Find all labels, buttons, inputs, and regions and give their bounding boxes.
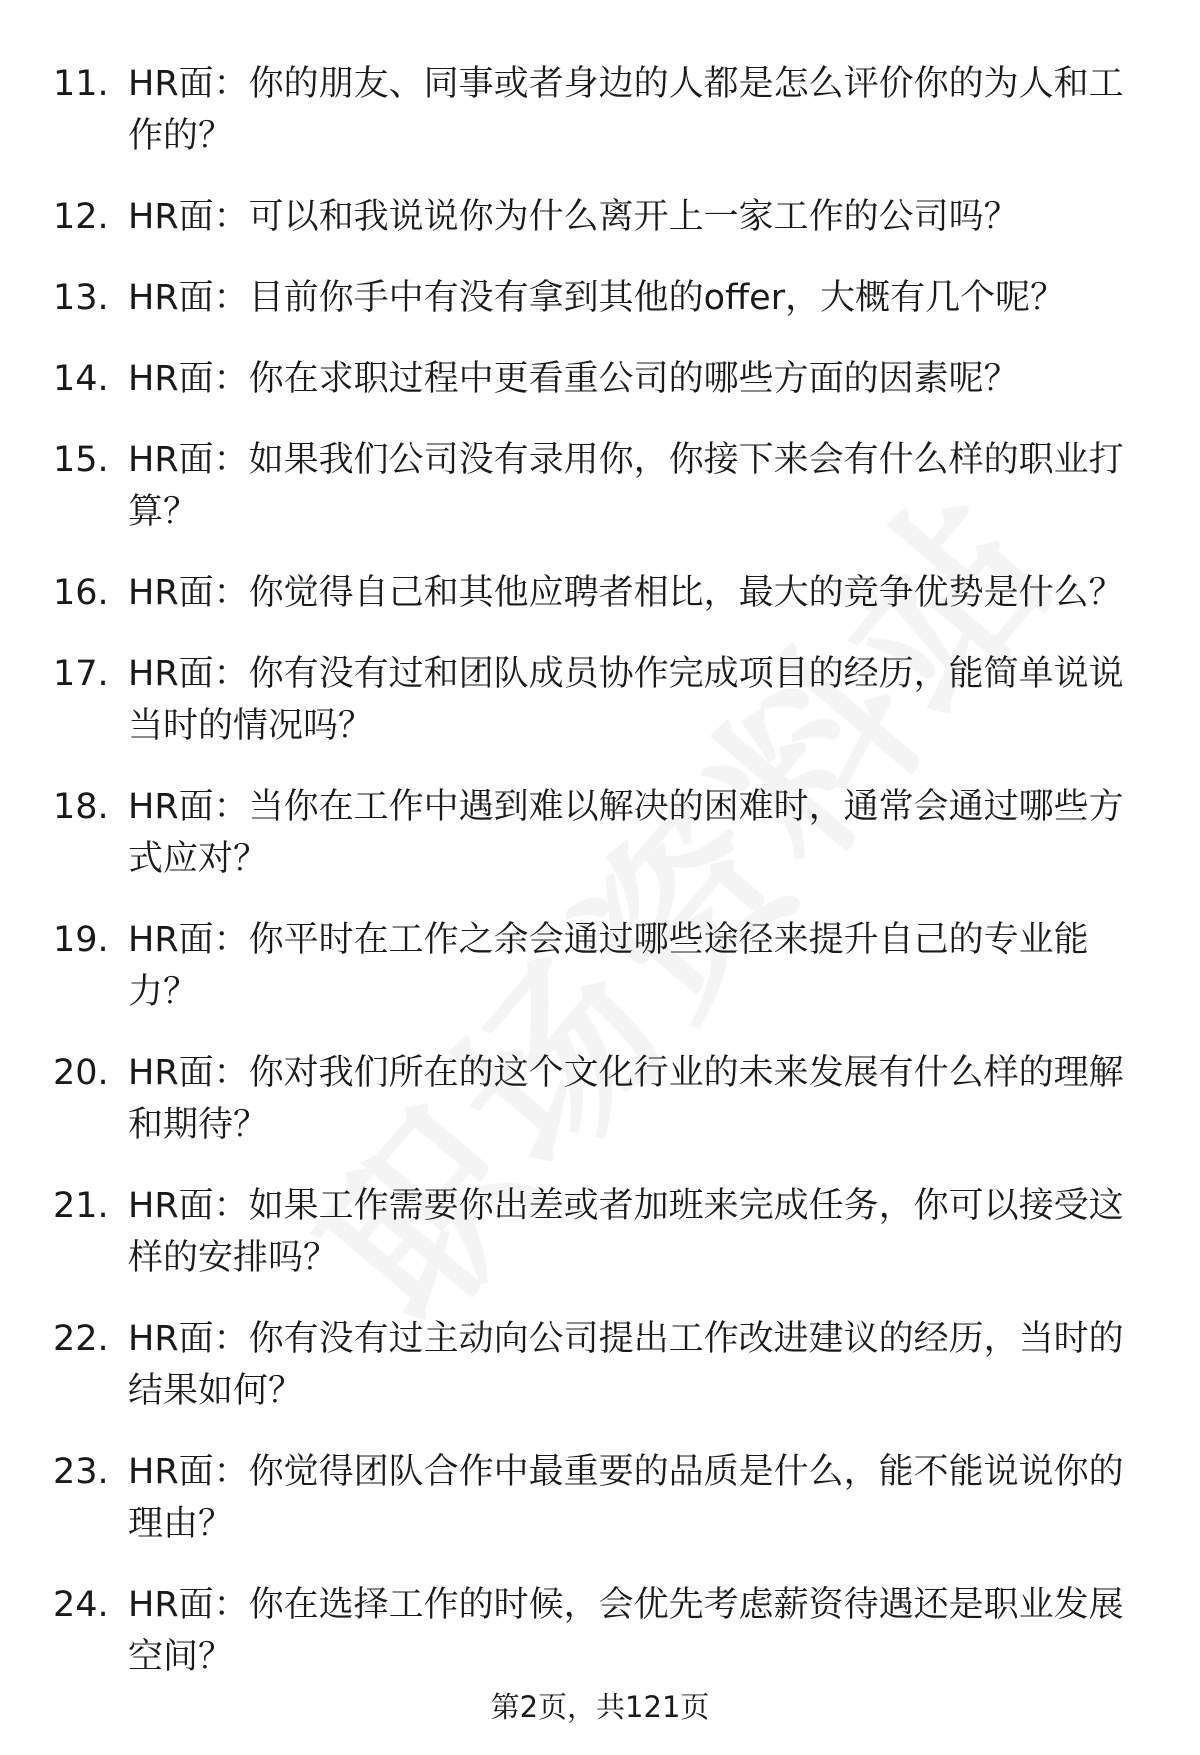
question-number: 13. bbox=[53, 278, 109, 318]
list-item bbox=[0, 1180, 1200, 1284]
list-item bbox=[0, 1313, 1200, 1417]
question-text: HR面：你的朋友、同事或者身边的人都是怎么评价你的为人和工作的？ bbox=[128, 64, 1124, 156]
list-item bbox=[0, 191, 1200, 243]
list-item bbox=[0, 434, 1200, 538]
question-text: HR面：目前你手中有没有拿到其他的offer，大概有几个呢？ bbox=[128, 278, 1066, 318]
question-number: 22. bbox=[53, 1319, 109, 1359]
question-number: 17. bbox=[53, 654, 109, 694]
list-item bbox=[0, 1047, 1200, 1151]
question-number: 11. bbox=[53, 64, 109, 104]
list-item bbox=[0, 648, 1200, 752]
question-text: HR面：你平时在工作之余会通过哪些途径来提升自己的专业能力？ bbox=[128, 920, 1089, 1012]
list-item bbox=[0, 567, 1200, 619]
question-text: HR面：如果我们公司没有录用你，你接下来会有什么样的职业打算？ bbox=[128, 440, 1124, 532]
page-footer: 第2页，共121页 bbox=[490, 1690, 710, 1724]
list-item bbox=[0, 272, 1200, 324]
question-number: 18. bbox=[53, 787, 109, 827]
question-text: HR面：可以和我说说你为什么离开上一家工作的公司吗？ bbox=[128, 197, 1019, 237]
question-text: HR面：你觉得团队合作中最重要的品质是什么，能不能说说你的理由？ bbox=[128, 1452, 1124, 1544]
list-item bbox=[0, 1579, 1200, 1683]
question-number: 14. bbox=[53, 359, 109, 399]
question-text: HR面：你在选择工作的时候，会优先考虑薪资待遇还是职业发展空间？ bbox=[128, 1585, 1124, 1677]
question-number: 21. bbox=[53, 1186, 109, 1226]
question-number: 24. bbox=[53, 1585, 109, 1625]
question-text: HR面：当你在工作中遇到难以解决的困难时，通常会通过哪些方式应对？ bbox=[128, 787, 1124, 879]
question-text: HR面：你有没有过主动向公司提出工作改进建议的经历，当时的结果如何？ bbox=[128, 1319, 1124, 1411]
question-text: HR面：你有没有过和团队成员协作完成项目的经历，能简单说说当时的情况吗？ bbox=[128, 654, 1124, 746]
question-text: HR面：如果工作需要你出差或者加班来完成任务，你可以接受这样的安排吗？ bbox=[128, 1186, 1124, 1278]
question-number: 23. bbox=[53, 1452, 109, 1492]
question-list bbox=[0, 58, 1200, 1712]
question-number: 16. bbox=[53, 573, 109, 613]
question-text: HR面：你在求职过程中更看重公司的哪些方面的因素呢？ bbox=[128, 359, 1019, 399]
list-item bbox=[0, 1446, 1200, 1550]
question-text: HR面：你觉得自己和其他应聘者相比，最大的竞争优势是什么？ bbox=[128, 573, 1124, 613]
list-item bbox=[0, 58, 1200, 162]
list-item bbox=[0, 353, 1200, 405]
question-text: HR面：你对我们所在的这个文化行业的未来发展有什么样的理解和期待？ bbox=[128, 1053, 1124, 1145]
question-number: 19. bbox=[53, 920, 109, 960]
question-number: 15. bbox=[53, 440, 109, 480]
list-item bbox=[0, 914, 1200, 1018]
question-number: 20. bbox=[53, 1053, 109, 1093]
question-number: 12. bbox=[53, 197, 109, 237]
list-item bbox=[0, 781, 1200, 885]
